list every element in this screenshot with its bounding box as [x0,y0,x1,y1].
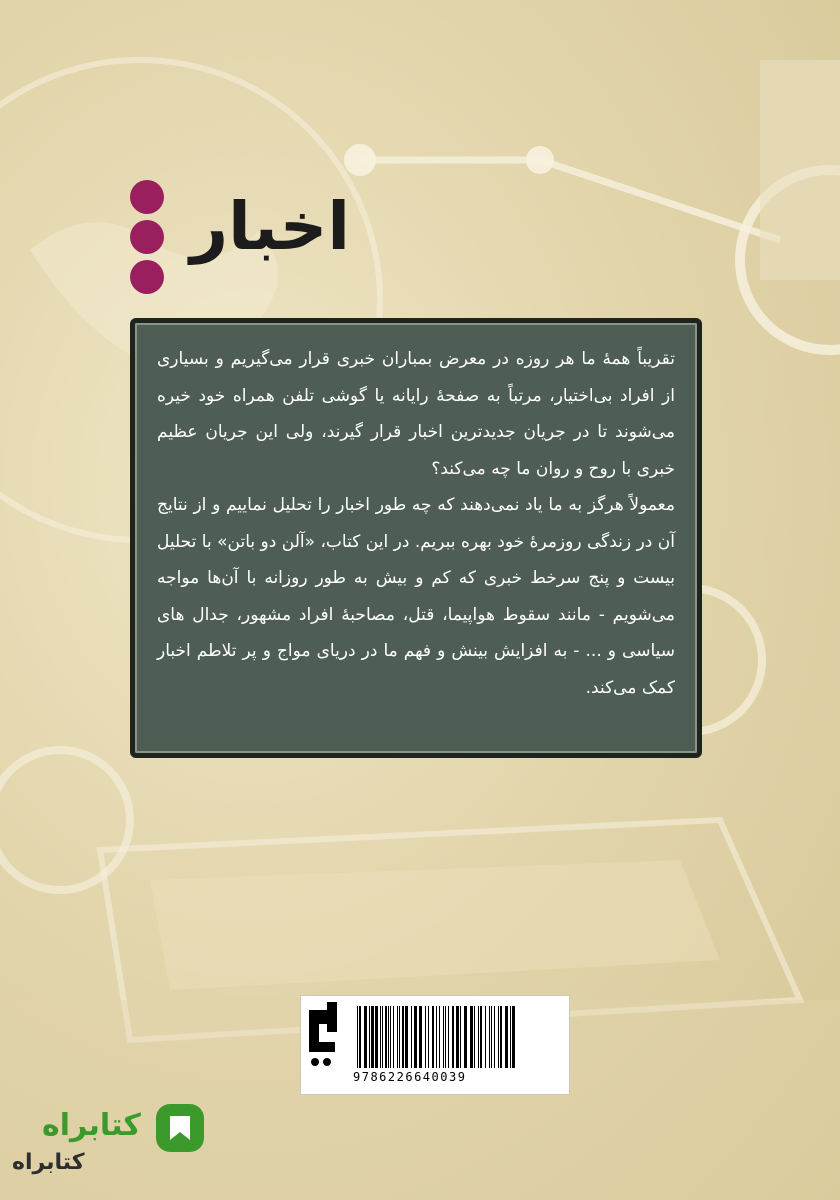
barcode-bar [448,1006,449,1068]
barcode-bar [510,1006,511,1068]
barcode-bar [443,1006,444,1068]
barcode-bar [470,1006,473,1068]
title-dot [130,220,164,254]
barcode-bar [460,1006,461,1068]
barcode-bar [500,1006,502,1068]
barcode-bar [464,1006,467,1068]
barcode-bar [414,1006,417,1068]
blurb-paragraph-1: تقریباً همهٔ ما هر روزه در معرض بمباران خبری قرار می‌گیریم و بسیاری از افراد بی‌اختیار، مرتباً به صفحهٔ رایانه یا گوشی تلفن همراه خود خیره می‌شوند تا در جریان جدیدترین اخبار قرار گیرند، ولی این جریان عظیم خبری با روح و روان ما چه می‌کند؟ [157,349,675,479]
barcode-bar [452,1006,454,1068]
publisher-logo-icon [301,996,345,1078]
barcode-bar [491,1006,492,1068]
barcode-bar [390,1006,391,1068]
barcode-bar [505,1006,508,1068]
barcode-bar [364,1006,367,1068]
watermark-primary: کتابراه [42,1108,141,1143]
barcode-bar [369,1006,370,1068]
barcode-bar [357,1006,358,1068]
barcode-bar [456,1006,459,1068]
barcode-bar [375,1006,378,1068]
barcode-bar [397,1006,398,1068]
barcode-panel [300,995,570,1095]
blurb-paragraph-2: معمولاً هرگز به ما یاد نمی‌دهند که چه طور اخبار را تحلیل نماییم و از نتایج آن در زندگی روزمرهٔ خود بهره ببریم. در این کتاب، «آلن دو باتن» با تحلیل بیست و پنج سرخط خبری که کم و بیش به طور روزانه با آن‌ها مواجه می‌شویم - مانند سقوط هواپیما، قتل، مصاحبهٔ افراد مشهور، جدال های سیاسی و ... - به افزایش بینش و فهم ما در دریای مواج و پر تلاطم اخبار کمک می‌کند. [157,495,675,698]
isbn-number: 9786226640039 [353,1070,467,1084]
barcode-bar [512,1006,515,1068]
barcode-bar [425,1006,426,1068]
book-title: اخبار [190,188,350,265]
barcode-bar [382,1006,383,1068]
title-dot [130,260,164,294]
barcode-bar [419,1006,422,1068]
barcode-bar [494,1006,495,1068]
barcode-bar [498,1006,499,1068]
barcode-bar [385,1006,387,1068]
barcode-bar [359,1006,361,1068]
barcode-bar [399,1006,400,1068]
brand-mark-icon [150,1098,210,1158]
barcode-bar [436,1006,437,1068]
barcode-bar [432,1006,434,1068]
barcode-bar [411,1006,412,1068]
barcode-bar [388,1006,389,1068]
barcode-bar [439,1006,440,1068]
title-dots [130,180,170,300]
title-block [130,180,350,300]
barcode-bar [380,1006,381,1068]
barcode-bar [480,1006,482,1068]
title-dot [130,180,164,214]
barcode-bar [402,1006,404,1068]
barcode-bar [478,1006,479,1068]
barcode-bar [405,1006,408,1068]
barcode-bar [489,1006,490,1068]
barcode-bar [445,1006,446,1068]
blurb-panel [130,318,702,758]
barcode-bar [393,1006,394,1068]
watermark-logo [12,1098,142,1188]
barcode-bar [485,1006,486,1068]
barcode-bar [371,1006,374,1068]
barcode-bar [428,1006,429,1068]
barcode-bar [474,1006,475,1068]
watermark-secondary: کتابراه [12,1150,85,1175]
